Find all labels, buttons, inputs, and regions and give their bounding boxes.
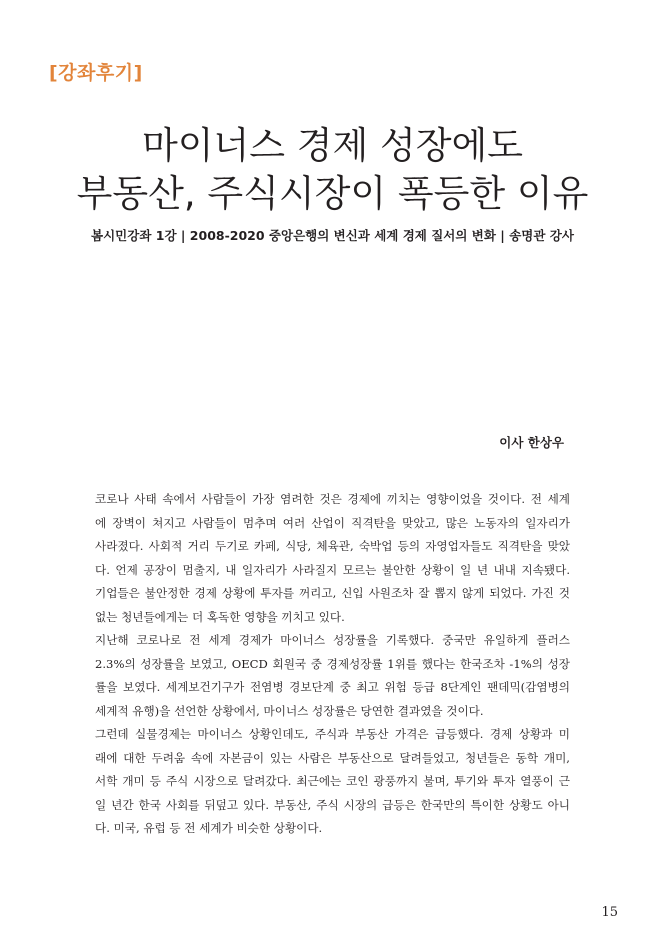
body-line: 코로나 사태 속에서 사람들이 가장 염려한 것은 경제에 끼치는 영향이었을 것이다. 전 세계	[95, 492, 570, 506]
body-line: 사라졌다. 사회적 거리 두기로 카페, 식당, 체육관, 숙박업 등의 자영업자들도 직격탄을 맞았	[95, 539, 570, 553]
article-body	[95, 488, 570, 841]
body-line: 2.3%의 성장률을 보였고, OECD 회원국 중 경제성장률 1위를 했다는 한국조차 -1%의 성장	[95, 656, 570, 671]
body-line: 다. 미국, 유럽 등 전 세계가 비슷한 상황이다.	[95, 821, 323, 835]
category-label: [강좌후기]	[49, 62, 143, 84]
body-line: 지난해 코로나로 전 세계 경제가 마이너스 성장률을 기록했다. 중국만 유일하게 플러스	[95, 633, 570, 647]
body-line: 다. 언제 공장이 멈출지, 내 일자리가 사라질지 모르는 불안한 상황이 일 년 내내 지속됐다.	[95, 562, 570, 577]
article-subtitle: 봄시민강좌 1강 | 2008-2020 중앙은행의 변신과 세계 경제 질서의 변화 | 송명관 강사	[91, 228, 574, 243]
article-title-line-1: 마이너스 경제 성장에도	[142, 124, 523, 167]
body-line: 세계적 유행)을 선언한 상황에서, 마이너스 성장률은 당연한 결과였을 것이다.	[95, 703, 484, 718]
body-line: 없는 청년들에게는 더 혹독한 영향을 끼치고 있다.	[95, 609, 345, 624]
body-line: 률을 보였다. 세계보건기구가 전염병 경보단계 중 최고 위험 등급 8단계인 팬데믹(감염병의	[95, 680, 570, 694]
body-line: 래에 대한 두려움 속에 자본금이 있는 사람은 부동산으로 달려들었고, 청년들은 동학 개미,	[95, 750, 570, 765]
article-title-line-2: 부동산, 주식시장이 폭등한 이유	[76, 172, 589, 215]
page-number: 15	[601, 905, 618, 920]
body-line: 에 장벽이 쳐지고 사람들이 멈추며 여러 산업이 직격탄을 맞았고, 많은 노동자의 일자리가	[95, 515, 570, 530]
body-line: 서학 개미 등 주식 시장으로 달려갔다. 최근에는 코인 광풍까지 불며, 투기와 투자 열풍이 근	[95, 774, 570, 788]
body-line: 일 년간 한국 사회를 뒤덮고 있다. 부동산, 주식 시장의 급등은 한국만의 특이한 상황도 아니	[95, 797, 570, 812]
body-line: 그런데 실물경제는 마이너스 상황인데도, 주식과 부동산 가격은 급등했다. 경제 상황과 미	[95, 727, 570, 741]
author-byline: 이사 한상우	[499, 435, 564, 450]
body-line: 기업들은 불안정한 경제 상황에 투자를 꺼리고, 신입 사원조차 잘 뽑지 않게 되었다. 가진 것	[95, 586, 570, 600]
